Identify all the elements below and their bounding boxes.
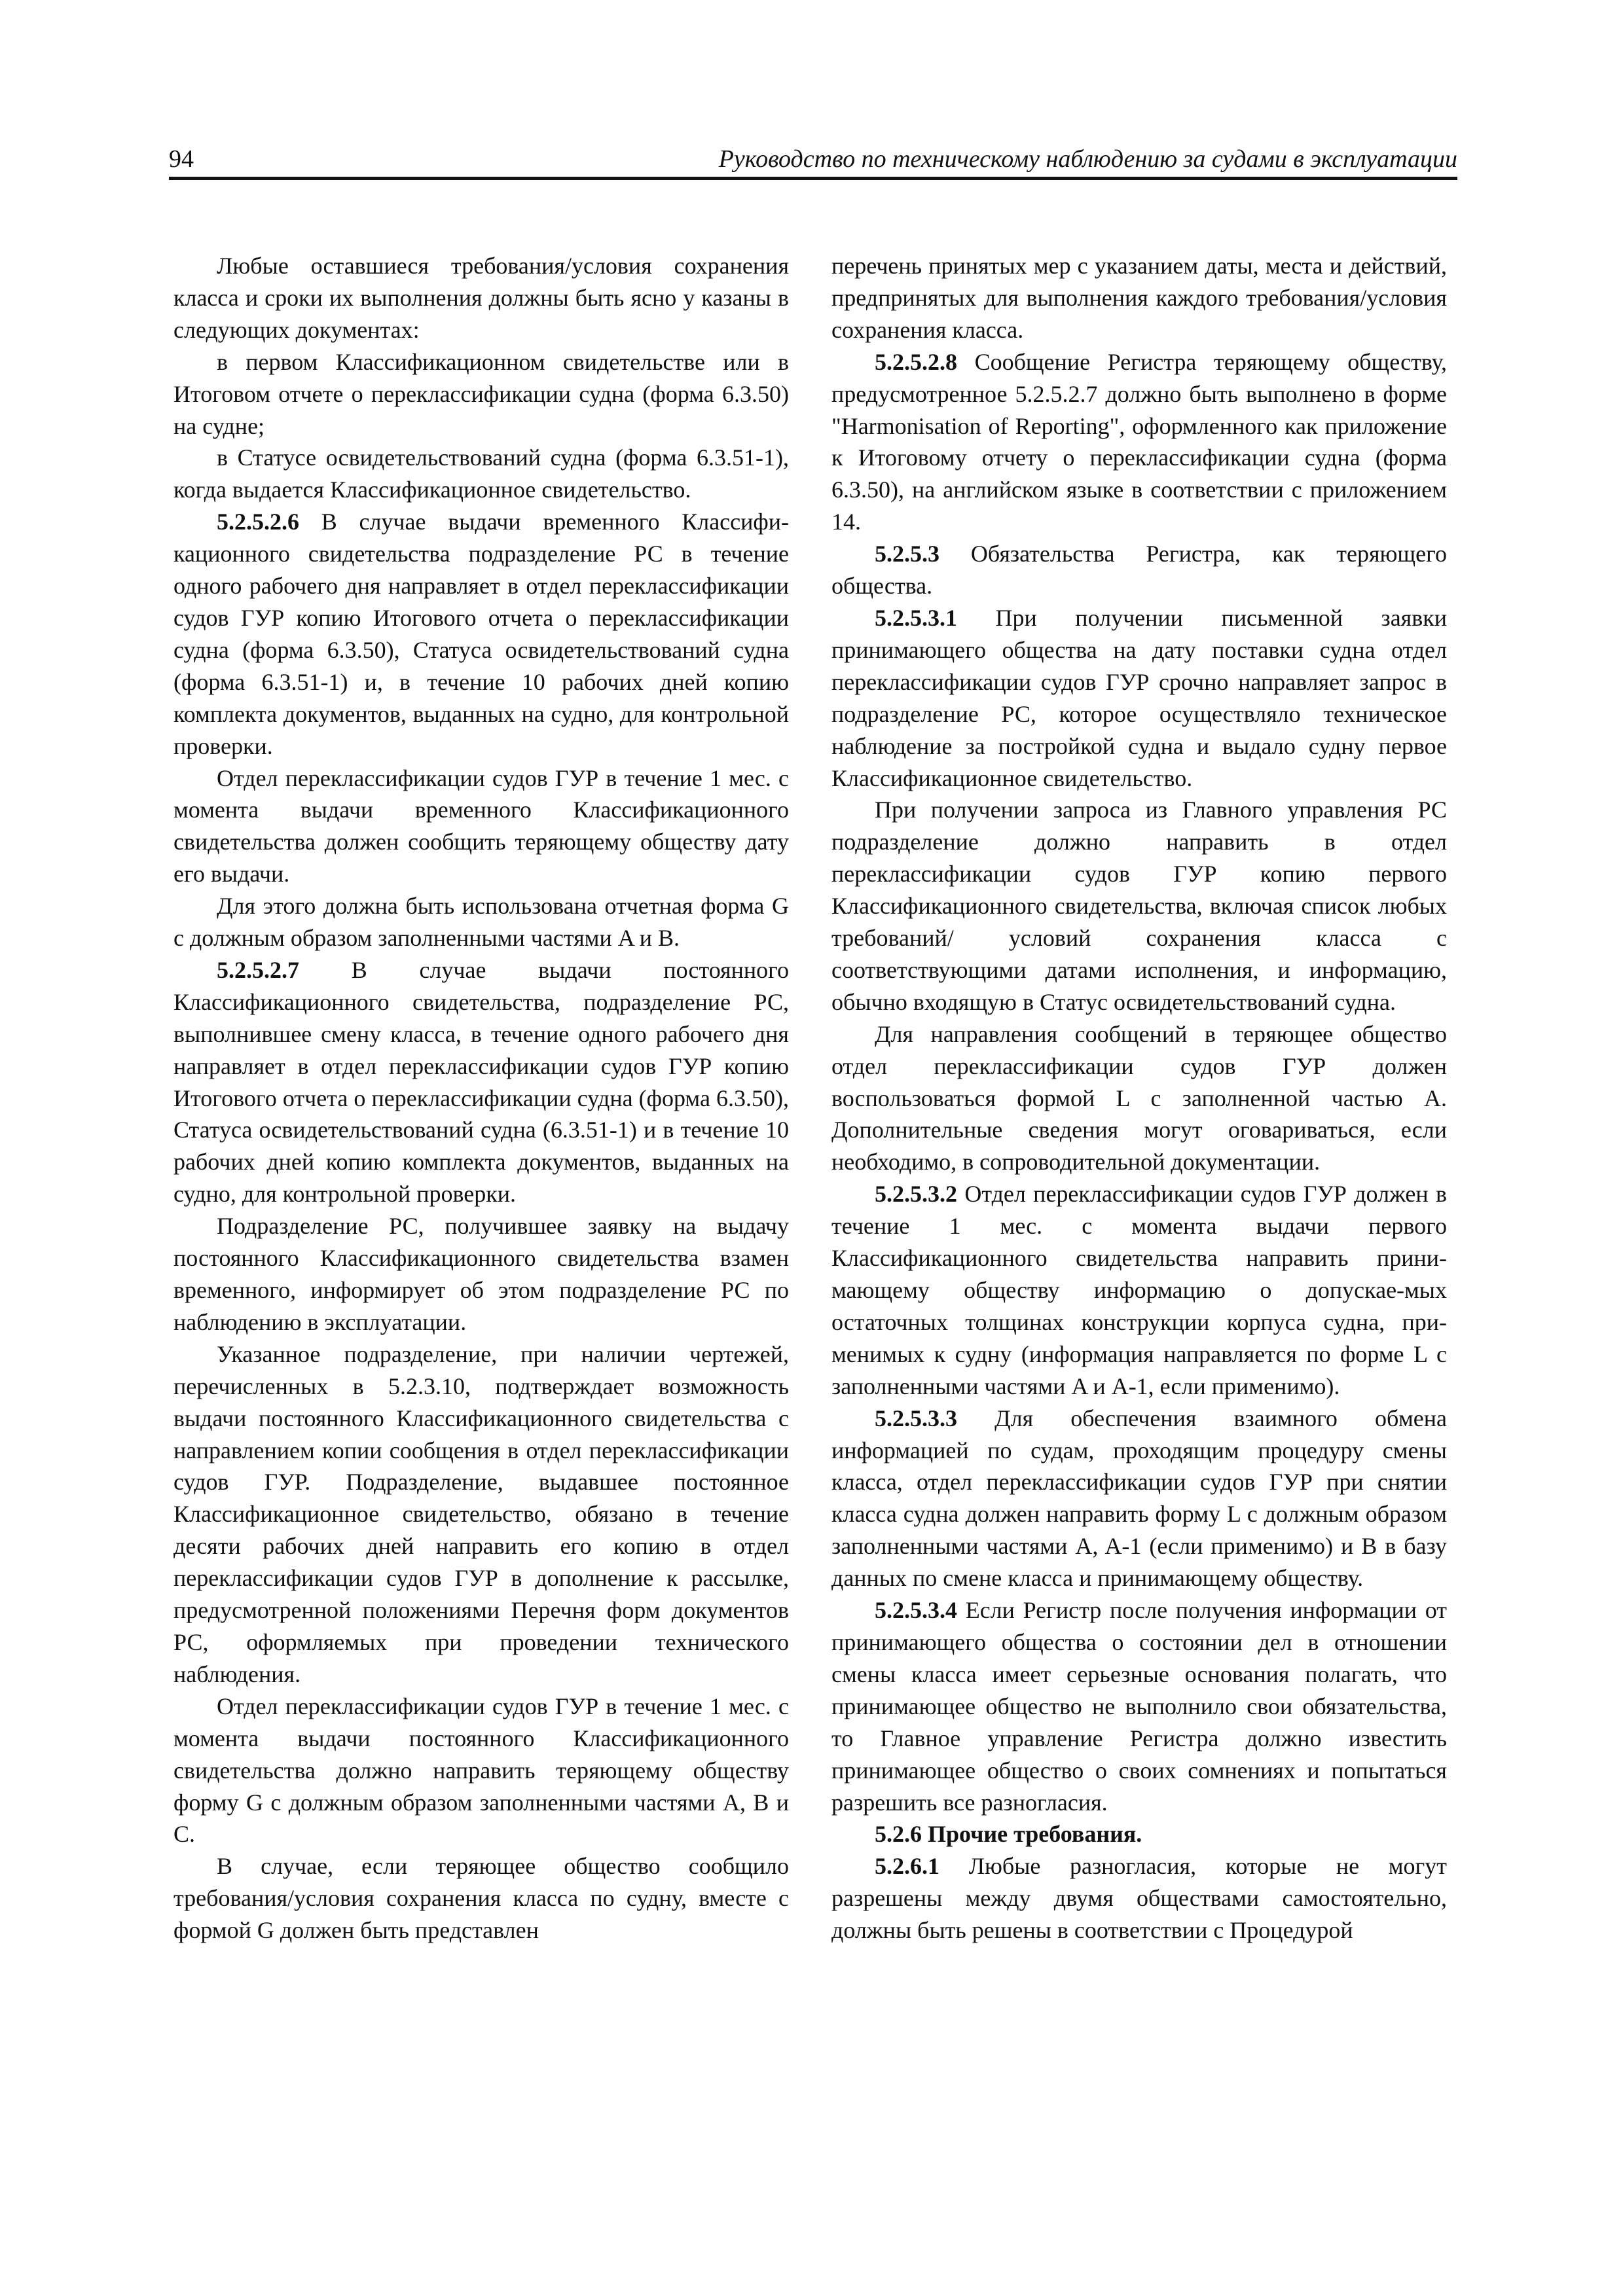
- section-number: 5.2.5.2.8: [875, 348, 957, 375]
- page-number: 94: [169, 145, 194, 173]
- paragraph: в Статусе освидетельствований судна (форма 6.3.51-1), когда выдается Классификационное свидетельство.: [173, 444, 789, 503]
- section-heading: 5.2.6 Прочие требования.: [875, 1821, 1142, 1848]
- paragraph: 5.2.5.2.7 В случае выдачи постоянного Классификационного свидетельства, подразделение РС, выполнившее смену класса, в течение одного рабочего дня направляет в отдел переклассификации судов ГУР копию Итогового отчета о перeклассификации судна (форма 6.3.50), Статуса освидетельствований судна (6.3.51-1) и в течение 10 рабочих дней копию комплекта документов, выданных на судно, для контрольной проверки.: [173, 956, 789, 1208]
- section-number: 5.2.6 П: [875, 1821, 947, 1848]
- page-header: [169, 143, 1457, 179]
- paragraph: Любые оставшиеся требования/условия сохранения класса и сроки их выполнения должны быть ясно у казаны в следующих документах:: [173, 253, 789, 343]
- section-number: 5.2.5.3: [875, 541, 939, 567]
- running-title: Руководство по техническому наблюдению за судами в эксплуатации: [718, 145, 1457, 173]
- section-number: 5.2.5.2.6: [217, 509, 299, 535]
- paragraph: 5.2.5.3.4 Если Регистр после получения информации от принимающего общества о состоянии дел в отношении смены класса имеет серьезные основания полагать, что принимающее общество не выполнило свои обязательства, то Главное управление Регистра должно известить принимающее общество о своих сомнениях и попытаться разрешить все разногласия.: [831, 1597, 1447, 1816]
- paragraph: Указанное подразделение, при наличии чертежей, перечисленных в 5.2.3.10, подтверждает возможность выдачи постоянного Классификационного свидетельства с направлением копии сообщения в отдел переклассификации судов ГУР. Подразделение, выдавшее постоянное Классификационное свидетельство, обязано в течение десяти рабочих дней направить его копию в отдел переклассификации судов ГУР в дополнение к рассылке, предусмотренной положениями Перечня форм документов РС, оформляемых при проведении технического наблюдения.: [173, 1340, 789, 1687]
- paragraph: перечень принятых мер с указанием даты, места и действий, предпринятых для выполнения каждого требования/условия сохранения класса.: [831, 253, 1447, 343]
- right-column: [831, 250, 1447, 2122]
- paragraph: 5.2.5.3.2 Отдел переклассификации судов ГУР должен в течение 1 мес. с момента выдачи первого Классификационного свидетельства направить принимающему обществу информацию о допускае-мых остаточных толщинах конструкции корпуса судна, применимых к судну (информация направляется по форме L с заполненными частями A и A-1, если применимо).: [831, 1181, 1447, 1399]
- section-number: 5.2.5.3.4: [875, 1597, 957, 1624]
- paragraph: в первом Классификационном свидетельстве или в Итоговом отчете о переклассификации судна (форма 6.3.50) на судне;: [173, 348, 789, 439]
- section-number: 5.2.5.3.3: [875, 1405, 957, 1431]
- paragraph: Для этого должна быть использована отчетная форма G с должным образом заполненными частями A и B.: [173, 893, 789, 952]
- paragraph: В случае, если теряющее общество сообщило требования/условия сохранения класса по судну, вместе с формой G должен быть представлен: [173, 1853, 789, 1944]
- paragraph: Для направления сообщений в теряющее общество отдел переклассификации судов ГУР должен воспользоваться формой L с заполненной частью A. Дополнительные сведения могут оговариваться, если необходимо, в сопроводительной документации.: [831, 1020, 1447, 1175]
- paragraph: Отдел переклассификации судов ГУР в течение 1 мес. с момента выдачи временного Классификационного свидетельства должен сообщить теряющему обществу дату его выдачи.: [173, 764, 789, 888]
- paragraph: 5.2.5.3.1 При получении письменной заявки принимающего общества на дату поставки судна отдел переклассификации судов ГУР срочно направляет запрос в подразделение РС, которое осуществляло техническое наблюдение за постройкой судна и выдало судну первое Классификационное свидетельство.: [831, 604, 1447, 791]
- header-rule: [169, 177, 1457, 180]
- paragraph: Подразделение РС, получившее заявку на выдачу постоянного Классификационного свидетельства взамен временного, информирует об этом подразделение РС по наблюдению в эксплуатации.: [173, 1213, 789, 1335]
- paragraph: 5.2.5.2.8 Сообщение Регистра теряющему обществу, предусмотренное 5.2.5.2.7 должно быть выполнено в форме "Harmonisation of Reporting", оформленного как приложение к Итоговому отчету о переклассификации судна (форма 6.3.50), на английском языке в соответствии с приложением 14.: [831, 348, 1447, 535]
- paragraph: Отдел переклассификации судов ГУР в течение 1 мес. с момента выдачи постоянного Классификационного свидетельства должно направить теряющему обществу форму G с должным образом заполненными частями A, B и C.: [173, 1693, 789, 1848]
- section-number: 5.2.6.1: [875, 1853, 939, 1880]
- paragraph: 5.2.5.3.3 Для обеспечения взаимного обмена информацией по судам, проходящим процедуру смены класса, отдел переклассификации судов ГУР при снятии класса судна должен направить форму L с должным образом заполненными частями A, A-1 (если применимо) и B в базу данных по смене класса и принимающему обществу.: [831, 1405, 1447, 1592]
- section-number: 5.2.5.3.2: [875, 1181, 957, 1208]
- paragraph: 5.2.5.2.6 В случае выдачи временного Классификационного свидетельства подразделение РС в течение одного рабочего дня направляет в отдел переклассификации судов ГУР копию Итогового отчета о переклассификации судна (форма 6.3.50), Статуса освидетельствований судна (форма 6.3.51-1) и, в течение 10 рабочих дней копию комплекта документов, выданных на судно, для контрольной проверки.: [173, 509, 789, 759]
- section-number: 5.2.5.3.1: [875, 604, 957, 631]
- section-number: 5.2.5.2.7: [217, 956, 299, 983]
- paragraph: 5.2.5.3 Обязательства Регистра, как теряющего общества.: [831, 541, 1447, 600]
- left-column: [173, 250, 789, 2122]
- paragraph: При получении запроса из Главного управления РС подразделение должно направить в отдел переклассификации судов ГУР копию первого Классификационного свидетельства, включая список любых требований/ условий сохранения класса с соответствующими датами исполнения, и информацию, обычно входящую в Статус освидетельствований судна.: [831, 797, 1447, 1015]
- paragraph: 5.2.6.1 Любые разногласия, которые не могут разрешены между двумя обществами самостоятельно, должны быть решены в соответствии с Процедурой: [831, 1853, 1447, 1944]
